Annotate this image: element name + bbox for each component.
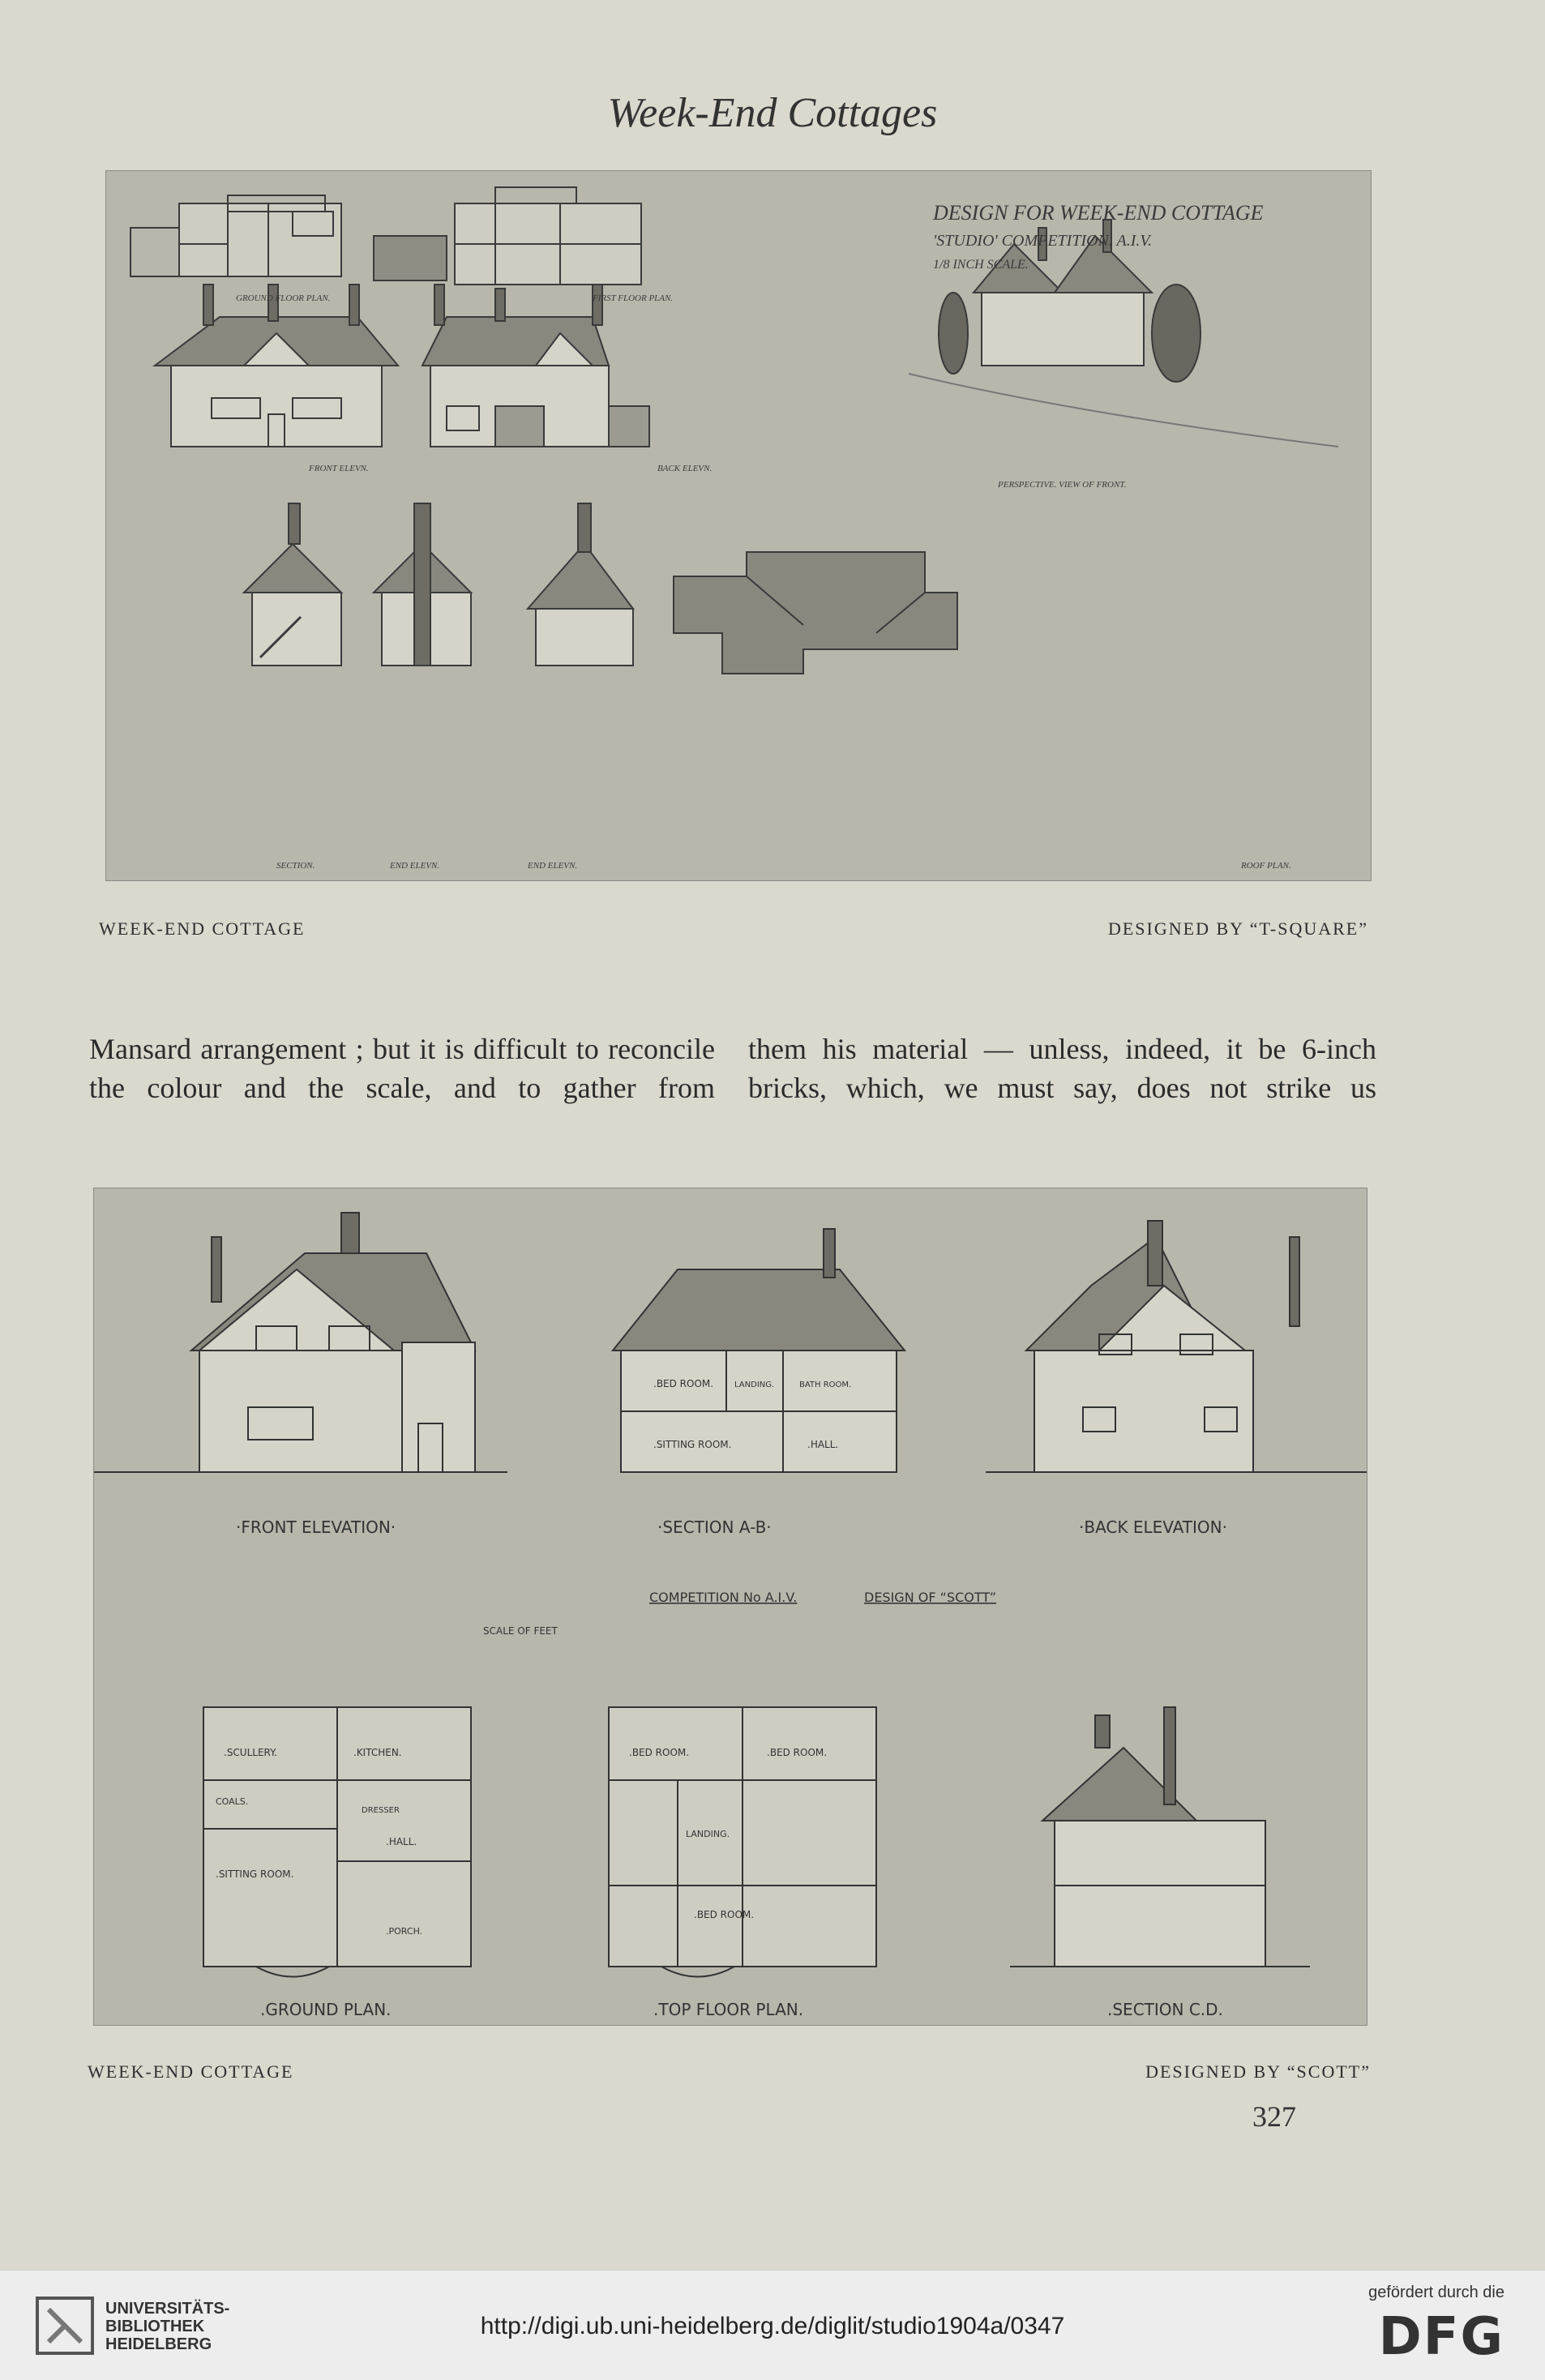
funder-block bbox=[1368, 2284, 1504, 2367]
caption-plate-2-right: DESIGNED BY “SCOTT” bbox=[1145, 2061, 1371, 2082]
label-first-plan: FIRST FLOOR PLAN. bbox=[593, 293, 674, 303]
institution-line-3: HEIDELBERG bbox=[105, 2335, 212, 2353]
label-roof-plan: ROOF PLAN. bbox=[1241, 861, 1291, 871]
title-line-3: 1/8 INCH SCALE. bbox=[933, 258, 1029, 272]
dfg-logo: DFG bbox=[1378, 2307, 1504, 2367]
body-column-left bbox=[89, 1029, 715, 1107]
front-elevation bbox=[155, 285, 398, 447]
back-elevation-scott bbox=[986, 1221, 1367, 1472]
back-elevation bbox=[422, 285, 649, 447]
room-dresser: DRESSER bbox=[362, 1806, 400, 1815]
body-paragraph-left: Mansard arrangement ; but it is difficult to reconcile the colour and the scale, and to gather from bbox=[89, 1033, 715, 1104]
roof-plan bbox=[674, 552, 957, 674]
front-elevation-scott bbox=[94, 1213, 507, 1472]
label-section: SECTION. bbox=[276, 861, 315, 871]
title-line-1: DESIGN FOR WEEK-END COTTAGE bbox=[933, 201, 1264, 225]
label-end-elev-1: END ELEVN. bbox=[390, 861, 440, 871]
room-hall: .HALL. bbox=[807, 1439, 839, 1450]
room-top-bed-2: .BED ROOM. bbox=[767, 1747, 828, 1758]
institution-line-1: UNIVERSITÄTS- bbox=[105, 2300, 230, 2318]
label-front-elev: FRONT ELEVN. bbox=[309, 464, 369, 473]
body-column-right bbox=[748, 1029, 1376, 1107]
funder-note: gefördert durch die bbox=[1368, 2284, 1504, 2301]
label-design: DESIGN OF “SCOTT” bbox=[864, 1590, 997, 1605]
end-elevation-2 bbox=[528, 503, 633, 666]
room-top-landing: LANDING. bbox=[686, 1829, 730, 1839]
room-scullery: .SCULLERY. bbox=[224, 1747, 277, 1758]
section-drawing bbox=[244, 503, 341, 666]
caption-plate-1-left: WEEK-END COTTAGE bbox=[99, 918, 306, 939]
label-top-floor-plan: .TOP FLOOR PLAN. bbox=[653, 2000, 804, 2019]
ground-floor-plan bbox=[131, 195, 341, 276]
section-cd bbox=[1010, 1707, 1310, 1967]
label-back-elevation: ·BACK ELEVATION· bbox=[1079, 1517, 1227, 1537]
label-back-elev: BACK ELEVN. bbox=[657, 464, 713, 473]
title-line-2: 'STUDIO' COMPETITION. A.I.V. bbox=[933, 232, 1153, 250]
room-top-bed-1: .BED ROOM. bbox=[629, 1747, 690, 1758]
perspective-view bbox=[909, 220, 1338, 447]
first-floor-plan bbox=[374, 187, 641, 285]
room-bed-room: .BED ROOM. bbox=[653, 1378, 714, 1389]
label-section-ab: ·SECTION A-B· bbox=[657, 1517, 772, 1537]
room-coals: COALS. bbox=[216, 1796, 249, 1807]
plate-scott bbox=[93, 1188, 1367, 2026]
caption-plate-2-left: WEEK-END COTTAGE bbox=[88, 2061, 294, 2082]
section-ab bbox=[613, 1229, 905, 1472]
room-landing: LANDING. bbox=[734, 1380, 775, 1389]
viewer-footer bbox=[0, 2270, 1545, 2380]
label-ground-plan: GROUND FLOOR PLAN. bbox=[236, 293, 331, 303]
scott-drawing bbox=[94, 1188, 1367, 2025]
plate-t-square bbox=[105, 170, 1372, 881]
room-hall-plan: .HALL. bbox=[386, 1836, 417, 1847]
caption-plate-1-right: DESIGNED BY “T-SQUARE” bbox=[1107, 918, 1368, 939]
room-sitting-room-plan: .SITTING ROOM. bbox=[216, 1868, 294, 1880]
t-square-drawing bbox=[106, 171, 1371, 880]
institution-line-2: BIBLIOTHEK bbox=[105, 2318, 205, 2335]
label-section-cd: .SECTION C.D. bbox=[1107, 2000, 1223, 2019]
label-end-elev-2: END ELEVN. bbox=[528, 861, 578, 871]
running-head: Week-End Cottages bbox=[607, 90, 938, 136]
room-bath-room: BATH ROOM. bbox=[799, 1380, 852, 1389]
room-top-bed-3: .BED ROOM. bbox=[694, 1909, 755, 1920]
end-elevation-1 bbox=[374, 503, 471, 666]
label-front-elevation: ·FRONT ELEVATION· bbox=[236, 1517, 396, 1537]
room-kitchen: .KITCHEN. bbox=[353, 1747, 402, 1758]
room-porch: .PORCH. bbox=[386, 1926, 423, 1937]
label-competition: COMPETITION No A.I.V. bbox=[649, 1590, 798, 1605]
label-perspective: PERSPECTIVE. VIEW OF FRONT. bbox=[998, 480, 1127, 490]
body-paragraph-right: them his material — unless, indeed, it be 6-inch bricks, which, we must say, does not strike us bbox=[748, 1033, 1376, 1104]
label-scale: SCALE OF FEET bbox=[483, 1625, 558, 1637]
permalink-url[interactable]: http://digi.ub.uni-heidelberg.de/diglit/studio1904a/0347 bbox=[480, 2313, 1065, 2339]
page-number: 327 bbox=[1252, 2100, 1296, 2133]
room-sitting-room: .SITTING ROOM. bbox=[653, 1439, 732, 1450]
label-ground-plan: .GROUND PLAN. bbox=[260, 2000, 392, 2019]
